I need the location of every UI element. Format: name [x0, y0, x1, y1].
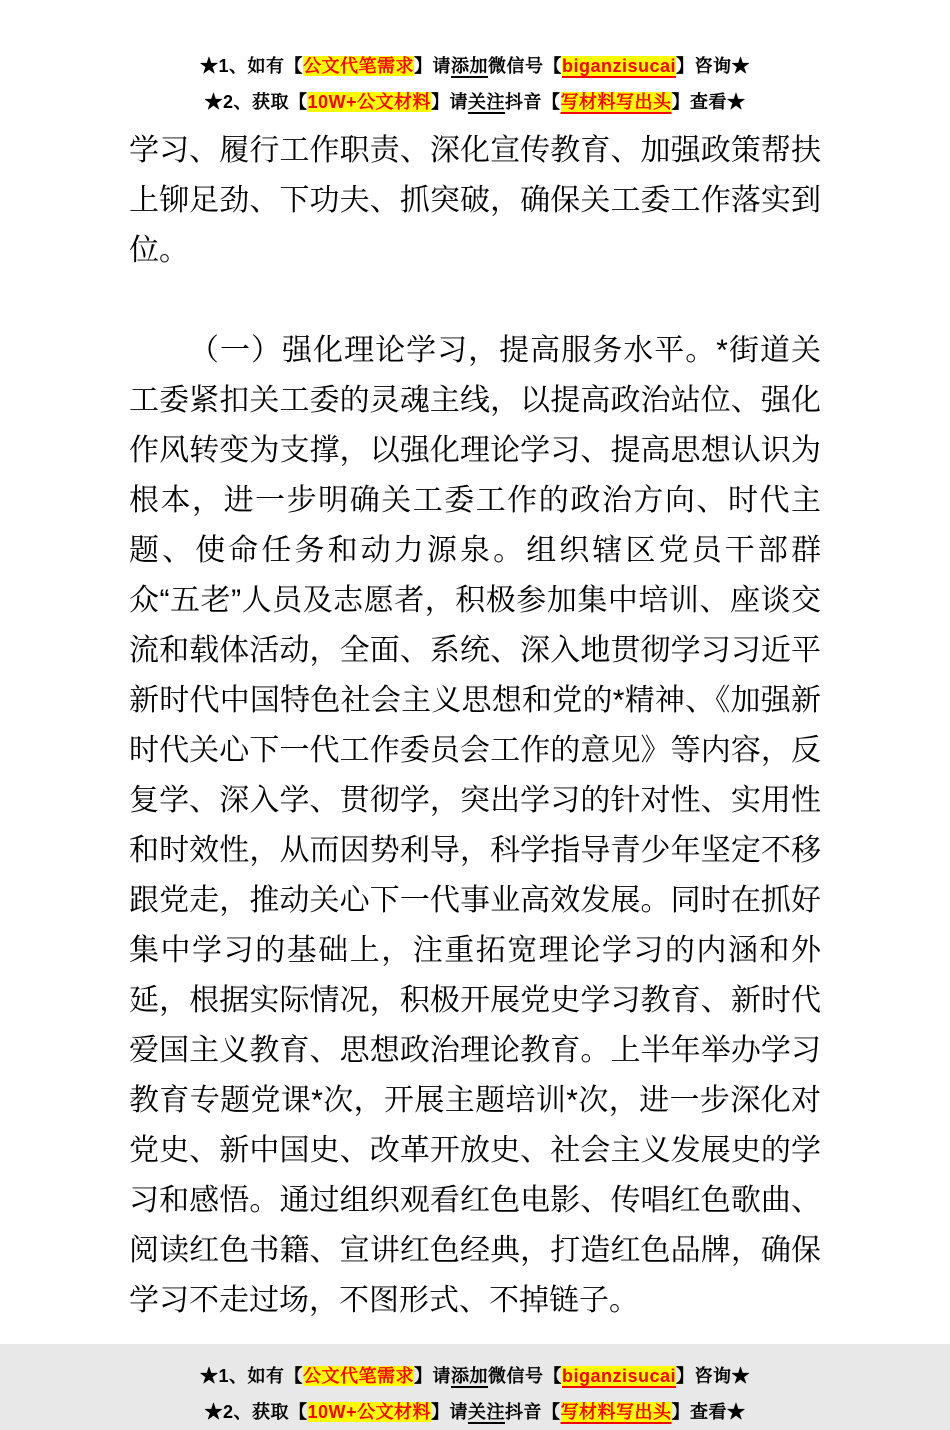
- promo-wechat-id: biganzisucai: [561, 56, 677, 76]
- promo-text: ★2、获取【: [204, 1402, 308, 1422]
- promo-text: 】请: [413, 56, 451, 76]
- promo-underline-text: 添加: [450, 56, 488, 76]
- section-one-body: *街道关工委紧扣关工委的灵魂主线，以提高政治站位、强化作风转变为支撑，以强化理论学习、提高思想认识为根本，进一步明确关工委工作的政治方向、时代主题、使命任务和动力源泉。组织辖区党员干部群众“五老”人员及志愿者，积极参加集中培训、座谈交流和载体活动，全面、系统、深入地贯彻学习习近平新时代中国特色社会主义思想和党的*精神、《加强新时代关心下一代工作委员会工作的意见》等内容，反复学、深入学、贯彻学，突出学习的针对性、实用性和时效性，从而因势利导，科学指导青少年坚定不移跟党走，推动关心下一代事业高效发展。同时在抓好集中学习的基础上，注重拓宽理论学习的内涵和外延，根据实际情况，积极开展党史学习教育、新时代爱国主义教育、思想政治理论教育。上半年举办学习教育专题党课*次，开展主题培训*次，进一步深化对党史、新中国史、改革开放史、社会主义发展史的学习和感悟。通过组织观看红色电影、传唱红色歌曲、阅读红色书籍、宣讲红色经典，打造红色品牌，确保学习不走过场，不图形式、不掉链子。: [129, 334, 821, 1317]
- promo-underline-text: 关注: [468, 1402, 506, 1422]
- promo-footer-line-2: [0, 1394, 950, 1430]
- promo-text: 抖音【: [505, 1402, 561, 1422]
- paragraph-continuation: 学习、履行工作职责、深化宣传教育、加强政策帮扶上铆足劲、下功夫、抓突破，确保关工委工作落实到位。: [129, 134, 821, 267]
- promo-text: ★1、如有【: [199, 56, 303, 76]
- promo-text: 】请: [413, 1366, 451, 1386]
- promo-underline-text: 添加: [450, 1366, 488, 1386]
- promo-douyin-id: 写材料写出头: [560, 1402, 672, 1422]
- promo-highlight-text: 10W+公文材料: [307, 92, 432, 112]
- promo-highlight-text: 公文代笔需求: [302, 1366, 414, 1386]
- promo-footer-line-1: [0, 1358, 950, 1394]
- promo-wechat-id: biganzisucai: [561, 1366, 677, 1386]
- promo-text: 】咨询★: [676, 1366, 751, 1386]
- promo-text: ★2、获取【: [204, 92, 308, 112]
- promo-text: 】请: [431, 92, 469, 112]
- promo-footer: [0, 1358, 950, 1430]
- promo-text: 】查看★: [671, 1402, 746, 1422]
- promo-text: 微信号【: [487, 56, 562, 76]
- promo-highlight-text: 公文代笔需求: [302, 56, 414, 76]
- promo-text: 】查看★: [671, 92, 746, 112]
- section-one-heading: （一）强化理论学习，提高服务水平。: [189, 334, 717, 367]
- paragraph-section-one: [129, 326, 821, 1326]
- promo-text: ★1、如有【: [199, 1366, 303, 1386]
- promo-header-line-1: [0, 48, 950, 84]
- promo-text: 抖音【: [505, 92, 561, 112]
- promo-douyin-id: 写材料写出头: [560, 92, 672, 112]
- document-body: [129, 126, 821, 1326]
- promo-highlight-text: 10W+公文材料: [307, 1402, 432, 1422]
- promo-header-line-2: [0, 84, 950, 120]
- promo-text: 微信号【: [487, 1366, 562, 1386]
- promo-text: 】请: [431, 1402, 469, 1422]
- promo-header: [0, 0, 950, 120]
- promo-underline-text: 关注: [468, 92, 506, 112]
- promo-text: 】咨询★: [676, 56, 751, 76]
